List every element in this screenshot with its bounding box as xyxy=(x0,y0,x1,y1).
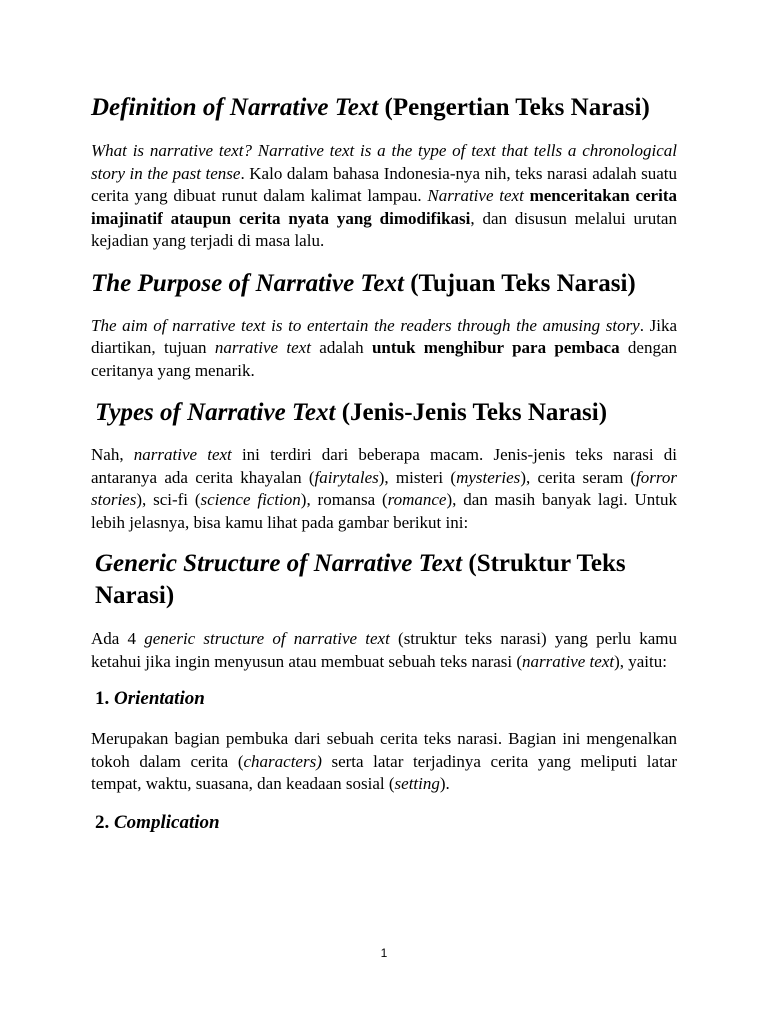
text-run: Nah, xyxy=(91,445,134,464)
text-run: ), romansa ( xyxy=(300,490,388,509)
italic-run: Narrative text xyxy=(427,186,524,205)
italic-run: narrative text xyxy=(522,651,615,671)
text-run: , dan disusun melalui urutan kejadian yang terjadi di masa lalu. xyxy=(91,208,677,250)
structure-paragraph xyxy=(91,628,677,673)
italic-run: mysteries xyxy=(456,467,521,487)
types-heading xyxy=(91,397,677,429)
italic-run: narrative text xyxy=(214,338,311,357)
italic-run: The aim of narrative text is to entertain the readers through the amusing story xyxy=(91,315,640,335)
complication-heading-number: 2. xyxy=(95,811,114,833)
definition-paragraph xyxy=(91,140,677,253)
text-run: ini terdiri dari beberapa macam. Jenis-jenis teks narasi di antaranya ada cerita khayalan ( xyxy=(91,445,677,487)
purpose-heading-plain: (Tujuan Teks Narasi) xyxy=(403,269,636,297)
purpose-heading-italic: The Purpose of Narrative Text xyxy=(91,269,404,297)
italic-run: forror stories xyxy=(91,467,677,509)
orientation-heading-italic: Orientation xyxy=(114,688,205,709)
types-heading-italic: Types of Narrative Text xyxy=(95,399,336,426)
text-run: (struktur teks narasi) yang perlu kamu ketahui jika ingin menyusun atau membuat sebuah teks narasi ( xyxy=(91,629,677,671)
purpose-paragraph xyxy=(91,315,677,383)
types-paragraph xyxy=(91,444,677,534)
text-run: serta latar terjadinya cerita yang meliputi latar tempat, waktu, suasana, dan keadaan sosial ( xyxy=(91,751,677,793)
text-run: Merupakan bagian pembuka dari sebuah cerita teks narasi. Bagian ini mengenalkan tokoh dalam cerita ( xyxy=(91,729,677,771)
text-run: dengan ceritanya yang menarik. xyxy=(91,338,677,380)
bold-run: menceritakan cerita imajinatif ataupun cerita nyata yang dimodifikasi xyxy=(91,186,677,228)
complication-heading-italic: Complication xyxy=(114,811,220,833)
italic-run: What is narrative text? Narrative text is a the type of text that tells a chronological story in the past tense xyxy=(91,141,677,183)
definition-heading xyxy=(91,92,677,124)
bold-run: untuk menghibur para pembaca xyxy=(371,338,620,357)
italic-run: romance xyxy=(387,490,447,509)
orientation-paragraph xyxy=(91,728,677,796)
definition-heading-plain: (Pengertian Teks Narasi) xyxy=(378,94,650,121)
purpose-heading xyxy=(91,268,677,300)
types-heading-plain: (Jenis-Jenis Teks Narasi) xyxy=(335,399,608,426)
orientation-heading-number: 1. xyxy=(95,688,114,709)
italic-run: setting xyxy=(394,774,440,793)
structure-heading-plain: (Struktur Teks Narasi) xyxy=(95,550,626,609)
text-run: . Kalo dalam bahasa Indonesia-nya nih, teks narasi adalah suatu cerita yang dibuat runut dalam kalimat lampau. xyxy=(91,163,677,205)
italic-run: characters) xyxy=(243,751,322,771)
italic-run: generic structure of narrative text xyxy=(144,629,390,648)
page-number: 1 xyxy=(380,946,388,960)
text-run: Ada 4 xyxy=(91,629,145,648)
italic-run: narrative text xyxy=(133,445,232,464)
text-run: adalah xyxy=(310,338,372,357)
text-run: ), cerita seram ( xyxy=(520,467,637,487)
text-run: ), yaitu: xyxy=(614,651,667,671)
orientation-heading xyxy=(91,687,677,711)
document-page xyxy=(91,92,677,835)
text-run: . Jika diartikan, tujuan xyxy=(91,315,677,357)
italic-run: fairytales xyxy=(314,467,379,487)
structure-heading-italic: Generic Structure of Narrative Text xyxy=(95,550,463,577)
italic-run: science fiction xyxy=(200,490,301,509)
text-run: ). xyxy=(439,774,450,793)
text-run: ), sci-fi ( xyxy=(136,490,201,509)
text-run: ), misteri ( xyxy=(378,467,457,487)
structure-heading xyxy=(91,548,677,612)
complication-heading xyxy=(91,811,677,835)
definition-heading-italic: Definition of Narrative Text xyxy=(91,94,379,121)
text-run: ), dan masih banyak lagi. Untuk lebih jelasnya, bisa kamu lihat pada gambar berikut ini: xyxy=(91,490,677,532)
